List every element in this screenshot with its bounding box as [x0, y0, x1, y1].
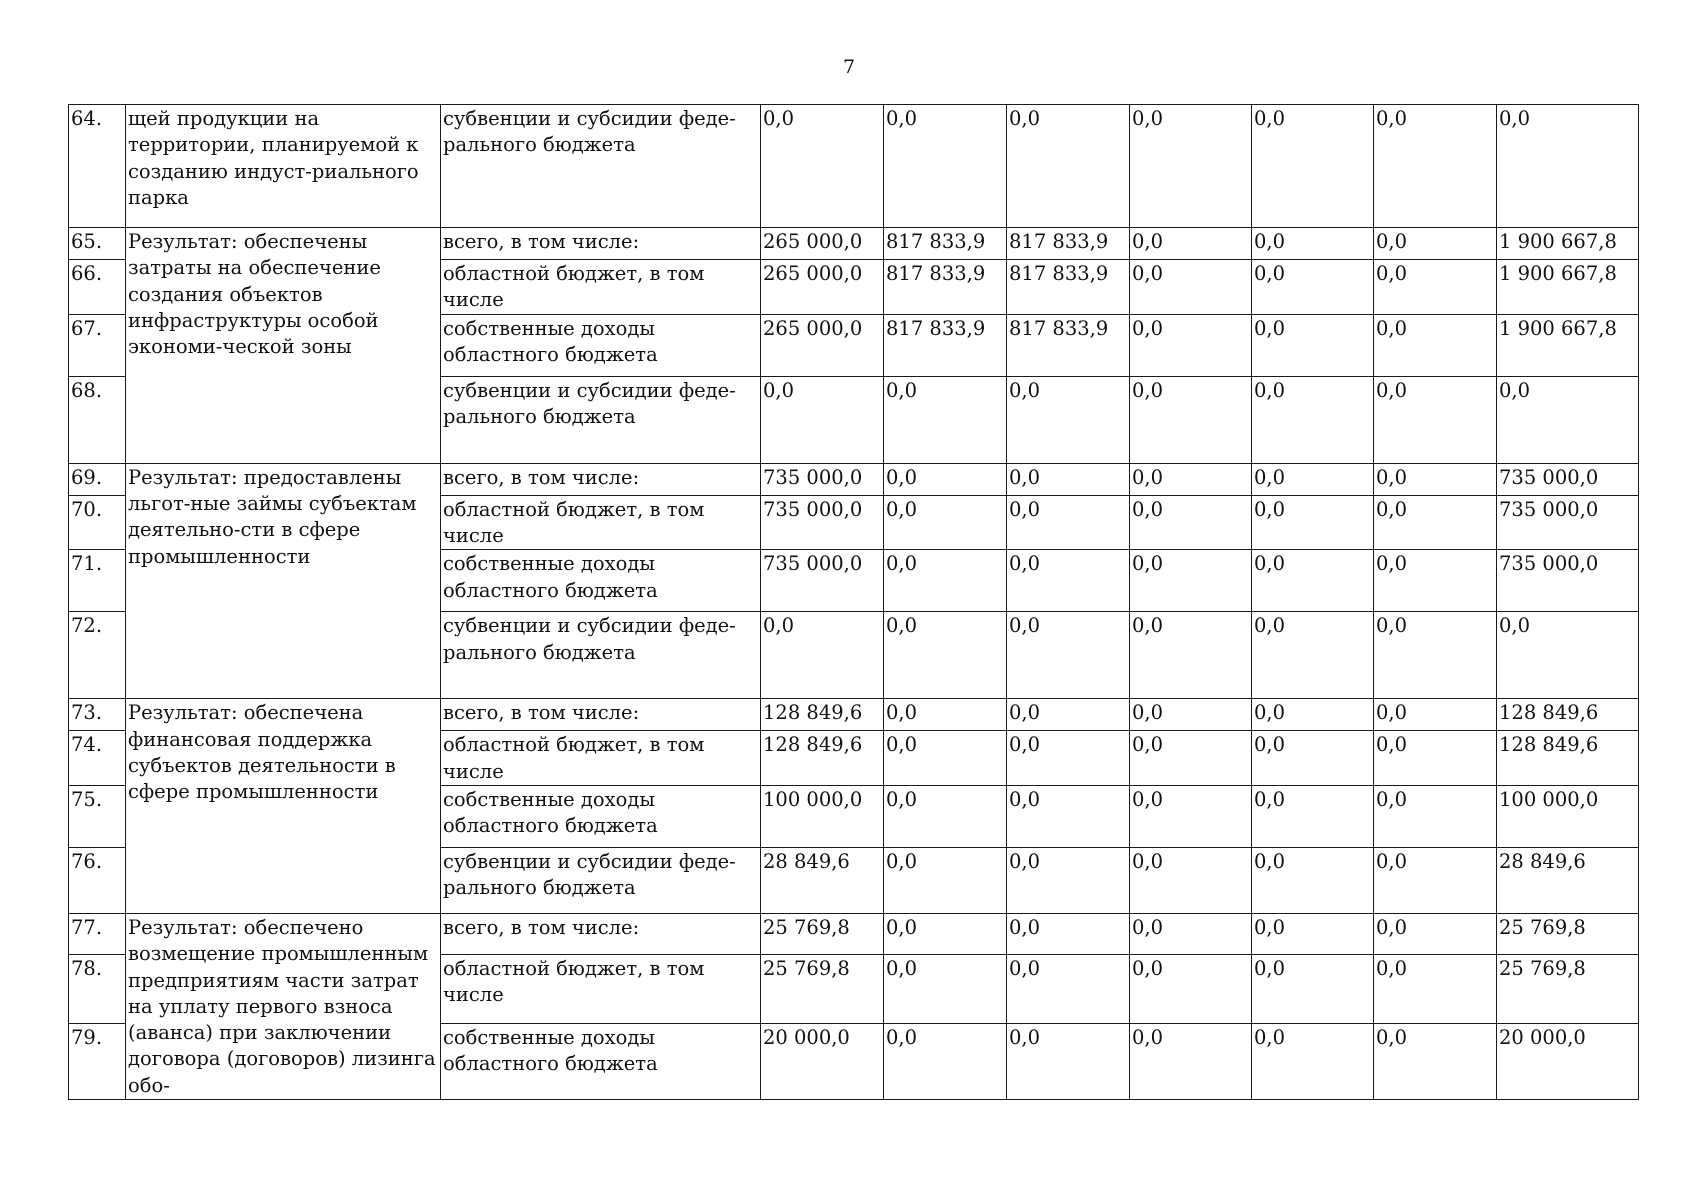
year-value-cell: 0,0	[884, 954, 1007, 1023]
year-value-cell: 0,0	[1374, 847, 1497, 913]
year-value-cell: 0,0	[884, 550, 1007, 612]
funding-source: субвенции и субсидии феде-рального бюджета	[441, 376, 761, 463]
funding-source: всего, в том числе:	[441, 699, 761, 731]
year-value-cell: 0,0	[1130, 612, 1252, 699]
year-value-cell: 0,0	[884, 105, 1007, 228]
year-value-cell: 817 833,9	[1007, 314, 1130, 376]
result-description: Результат: обеспечена финансовая поддержка субъектов деятельности в сфере промышленности	[126, 699, 441, 914]
year-value-cell: 0,0	[1252, 954, 1374, 1023]
year-value-cell: 0,0	[884, 495, 1007, 550]
table-row	[69, 105, 1639, 228]
total-value-cell: 128 849,6	[1497, 731, 1639, 786]
total-value-cell: 0,0	[1497, 376, 1639, 463]
year-value-cell: 0,0	[761, 376, 884, 463]
year-value-cell: 0,0	[1130, 376, 1252, 463]
total-value-cell: 25 769,8	[1497, 954, 1639, 1023]
year-value-cell: 0,0	[884, 1023, 1007, 1099]
year-value-cell: 0,0	[1130, 228, 1252, 260]
year-value-cell: 0,0	[1007, 785, 1130, 847]
year-value-cell: 0,0	[1374, 731, 1497, 786]
total-value-cell: 1 900 667,8	[1497, 228, 1639, 260]
row-number: 66.	[69, 260, 126, 315]
row-number: 72.	[69, 612, 126, 699]
year-value-cell: 0,0	[1007, 376, 1130, 463]
year-value-cell: 0,0	[1007, 847, 1130, 913]
funding-source: всего, в том числе:	[441, 913, 761, 954]
year-value-cell: 0,0	[1007, 699, 1130, 731]
total-value-cell: 20 000,0	[1497, 1023, 1639, 1099]
year-value-cell: 0,0	[1252, 847, 1374, 913]
year-value-cell: 0,0	[1007, 954, 1130, 1023]
total-value-cell: 735 000,0	[1497, 550, 1639, 612]
row-number: 68.	[69, 376, 126, 463]
year-value-cell: 0,0	[1130, 550, 1252, 612]
page-number: 7	[842, 56, 856, 78]
row-number: 73.	[69, 699, 126, 731]
year-value-cell: 0,0	[1007, 731, 1130, 786]
year-value-cell: 0,0	[1252, 785, 1374, 847]
year-value-cell: 0,0	[1252, 699, 1374, 731]
funding-source: собственные доходы областного бюджета	[441, 1023, 761, 1099]
year-value-cell: 0,0	[1130, 314, 1252, 376]
year-value-cell: 0,0	[1374, 495, 1497, 550]
year-value-cell: 0,0	[1374, 314, 1497, 376]
year-value-cell: 0,0	[1007, 105, 1130, 228]
year-value-cell: 0,0	[1007, 550, 1130, 612]
year-value-cell: 0,0	[1130, 954, 1252, 1023]
year-value-cell: 28 849,6	[761, 847, 884, 913]
year-value-cell: 0,0	[761, 105, 884, 228]
funding-source: областной бюджет, в том числе	[441, 954, 761, 1023]
year-value-cell: 0,0	[1007, 913, 1130, 954]
row-number: 76.	[69, 847, 126, 913]
year-value-cell: 735 000,0	[761, 495, 884, 550]
funding-source: субвенции и субсидии феде-рального бюджета	[441, 105, 761, 228]
funding-source: всего, в том числе:	[441, 228, 761, 260]
year-value-cell: 735 000,0	[761, 550, 884, 612]
year-value-cell: 0,0	[1374, 105, 1497, 228]
row-number: 69.	[69, 463, 126, 495]
year-value-cell: 817 833,9	[884, 260, 1007, 315]
total-value-cell: 0,0	[1497, 612, 1639, 699]
total-value-cell: 0,0	[1497, 105, 1639, 228]
year-value-cell: 0,0	[1130, 847, 1252, 913]
year-value-cell: 25 769,8	[761, 913, 884, 954]
budget-table	[68, 104, 1639, 1100]
funding-source: субвенции и субсидии феде-рального бюджета	[441, 847, 761, 913]
year-value-cell: 0,0	[884, 612, 1007, 699]
year-value-cell: 0,0	[1374, 954, 1497, 1023]
total-value-cell: 1 900 667,8	[1497, 314, 1639, 376]
total-value-cell: 735 000,0	[1497, 495, 1639, 550]
funding-source: областной бюджет, в том числе	[441, 260, 761, 315]
year-value-cell: 0,0	[884, 731, 1007, 786]
row-number: 67.	[69, 314, 126, 376]
year-value-cell: 128 849,6	[761, 731, 884, 786]
funding-source: областной бюджет, в том числе	[441, 731, 761, 786]
year-value-cell: 0,0	[1252, 228, 1374, 260]
year-value-cell: 0,0	[1252, 612, 1374, 699]
table-row	[69, 913, 1639, 954]
year-value-cell: 0,0	[1130, 785, 1252, 847]
year-value-cell: 0,0	[1374, 913, 1497, 954]
year-value-cell: 0,0	[1374, 612, 1497, 699]
year-value-cell: 735 000,0	[761, 463, 884, 495]
year-value-cell: 0,0	[1130, 1023, 1252, 1099]
table-row	[69, 699, 1639, 731]
year-value-cell: 0,0	[884, 463, 1007, 495]
year-value-cell: 0,0	[1130, 105, 1252, 228]
funding-source: субвенции и субсидии феде-рального бюджета	[441, 612, 761, 699]
total-value-cell: 735 000,0	[1497, 463, 1639, 495]
result-description: Результат: обеспечено возмещение промышленным предприятиям части затрат на уплату первого взноса (аванса) при заключении договора (договоров) лизинга обо-	[126, 913, 441, 1099]
year-value-cell: 0,0	[1007, 612, 1130, 699]
year-value-cell: 0,0	[884, 913, 1007, 954]
year-value-cell: 0,0	[1007, 463, 1130, 495]
year-value-cell: 0,0	[1130, 699, 1252, 731]
year-value-cell: 0,0	[1252, 260, 1374, 315]
row-number: 65.	[69, 228, 126, 260]
year-value-cell: 0,0	[1374, 376, 1497, 463]
year-value-cell: 265 000,0	[761, 260, 884, 315]
year-value-cell: 0,0	[1374, 785, 1497, 847]
row-number: 75.	[69, 785, 126, 847]
year-value-cell: 0,0	[884, 785, 1007, 847]
year-value-cell: 100 000,0	[761, 785, 884, 847]
year-value-cell: 0,0	[1374, 550, 1497, 612]
year-value-cell: 817 833,9	[1007, 260, 1130, 315]
table-row	[69, 228, 1639, 260]
year-value-cell: 817 833,9	[884, 228, 1007, 260]
row-number: 79.	[69, 1023, 126, 1099]
total-value-cell: 128 849,6	[1497, 699, 1639, 731]
year-value-cell: 265 000,0	[761, 228, 884, 260]
row-number: 78.	[69, 954, 126, 1023]
year-value-cell: 0,0	[1007, 495, 1130, 550]
year-value-cell: 0,0	[1374, 260, 1497, 315]
funding-source: собственные доходы областного бюджета	[441, 785, 761, 847]
year-value-cell: 0,0	[1130, 731, 1252, 786]
year-value-cell: 0,0	[1252, 731, 1374, 786]
row-number: 74.	[69, 731, 126, 786]
year-value-cell: 128 849,6	[761, 699, 884, 731]
year-value-cell: 0,0	[884, 847, 1007, 913]
year-value-cell: 0,0	[1252, 1023, 1374, 1099]
year-value-cell: 0,0	[1130, 913, 1252, 954]
year-value-cell: 0,0	[1130, 495, 1252, 550]
result-description: щей продукции на территории, планируемой к созданию индуст-риального парка	[126, 105, 441, 228]
year-value-cell: 817 833,9	[1007, 228, 1130, 260]
year-value-cell: 0,0	[1007, 1023, 1130, 1099]
total-value-cell: 25 769,8	[1497, 913, 1639, 954]
year-value-cell: 0,0	[1374, 1023, 1497, 1099]
year-value-cell: 0,0	[1252, 550, 1374, 612]
year-value-cell: 0,0	[1252, 463, 1374, 495]
year-value-cell: 0,0	[1130, 463, 1252, 495]
total-value-cell: 28 849,6	[1497, 847, 1639, 913]
row-number: 77.	[69, 913, 126, 954]
year-value-cell: 20 000,0	[761, 1023, 884, 1099]
year-value-cell: 0,0	[1374, 228, 1497, 260]
funding-source: всего, в том числе:	[441, 463, 761, 495]
row-number: 71.	[69, 550, 126, 612]
table-row	[69, 463, 1639, 495]
year-value-cell: 0,0	[761, 612, 884, 699]
year-value-cell: 0,0	[1252, 913, 1374, 954]
total-value-cell: 1 900 667,8	[1497, 260, 1639, 315]
year-value-cell: 0,0	[1374, 699, 1497, 731]
row-number: 64.	[69, 105, 126, 228]
funding-source: собственные доходы областного бюджета	[441, 550, 761, 612]
year-value-cell: 0,0	[884, 376, 1007, 463]
result-description: Результат: предоставлены льгот-ные займы субъектам деятельно-сти в сфере промышленности	[126, 463, 441, 699]
year-value-cell: 265 000,0	[761, 314, 884, 376]
year-value-cell: 0,0	[1130, 260, 1252, 315]
funding-source: областной бюджет, в том числе	[441, 495, 761, 550]
year-value-cell: 0,0	[1252, 376, 1374, 463]
total-value-cell: 100 000,0	[1497, 785, 1639, 847]
year-value-cell: 0,0	[1252, 495, 1374, 550]
year-value-cell: 0,0	[884, 699, 1007, 731]
year-value-cell: 0,0	[1252, 105, 1374, 228]
year-value-cell: 817 833,9	[884, 314, 1007, 376]
year-value-cell: 0,0	[1374, 463, 1497, 495]
funding-source: собственные доходы областного бюджета	[441, 314, 761, 376]
year-value-cell: 0,0	[1252, 314, 1374, 376]
row-number: 70.	[69, 495, 126, 550]
year-value-cell: 25 769,8	[761, 954, 884, 1023]
result-description: Результат: обеспечены затраты на обеспечение создания объектов инфраструктуры особой экономи-ческой зоны	[126, 228, 441, 464]
